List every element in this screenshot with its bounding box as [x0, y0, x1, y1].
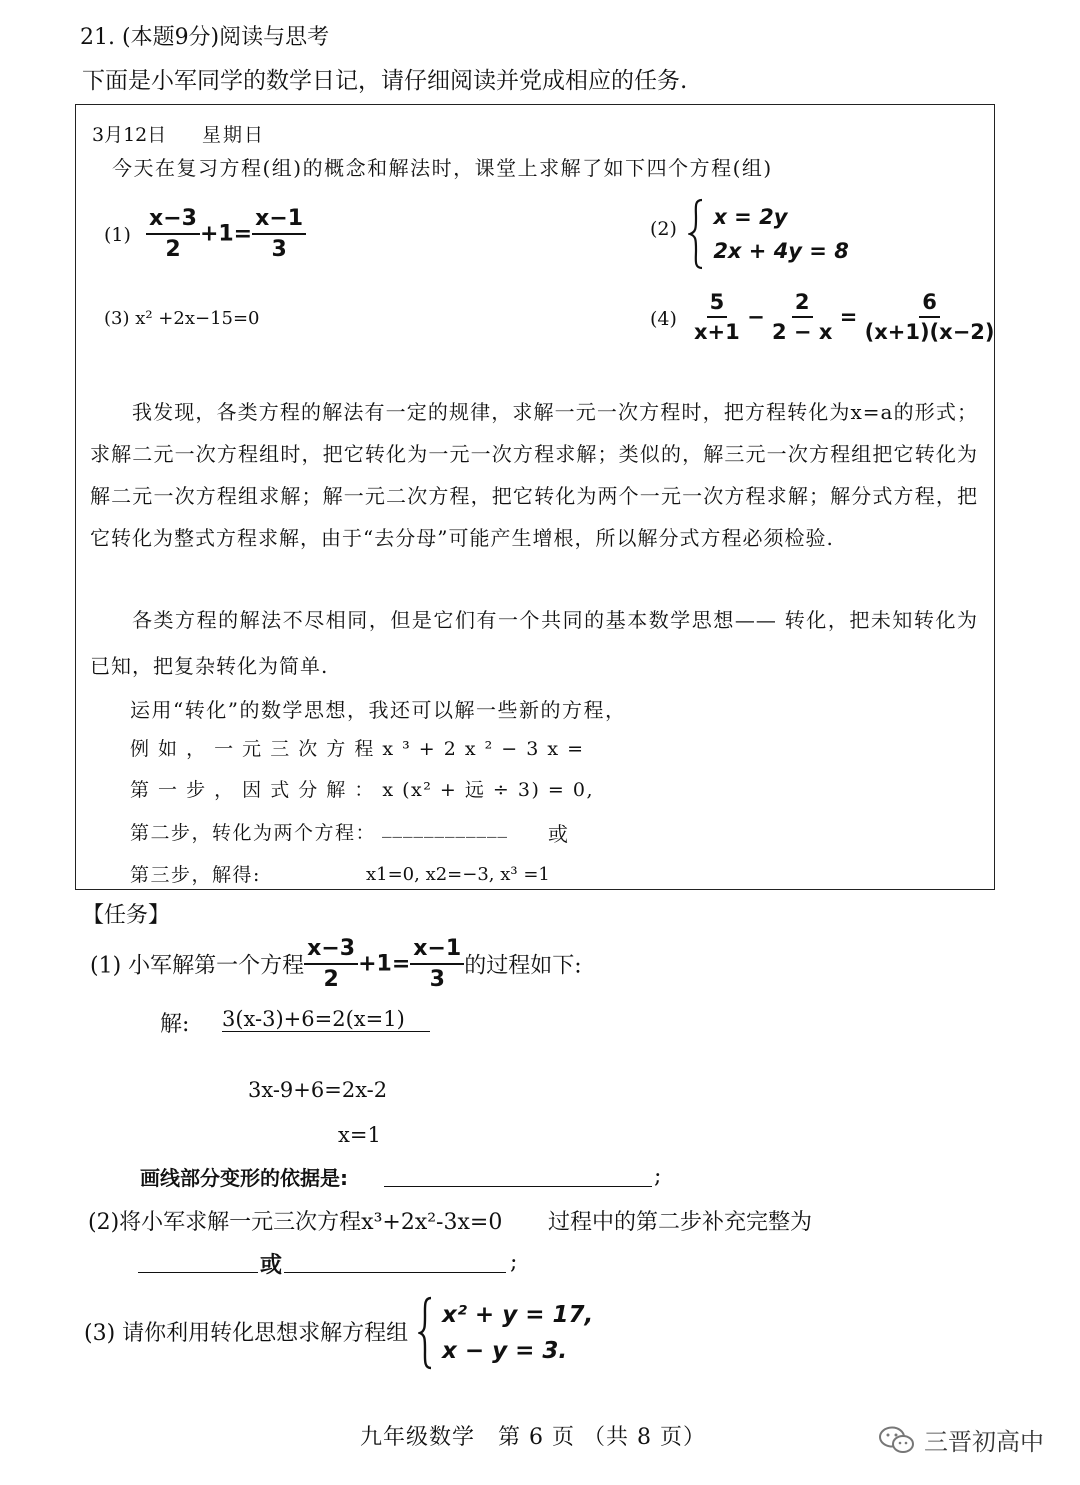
- diary-step-1: 第 一 步 ， 因 式 分 解 ： x (x² + 远 ÷ 3) = 0,: [130, 779, 594, 801]
- diary-step-3-value: x1=0, x2=−3, x³ =1: [366, 864, 550, 885]
- wechat-icon: [878, 1425, 916, 1455]
- equation-1: [146, 206, 306, 262]
- basis-label: 画线部分变形的依据是:: [140, 1166, 348, 1190]
- diary-date: 3月12日: [92, 124, 167, 146]
- basis-end: ;: [654, 1164, 662, 1189]
- equation-4-den-1: x+1: [694, 320, 740, 344]
- equation-3: (3) x² +2x−15=0: [104, 308, 260, 329]
- equation-1-num-right: x−1: [252, 206, 306, 235]
- equation-2-system: [688, 198, 849, 270]
- equation-4: [694, 290, 995, 344]
- equation-4-num-2: 2: [792, 290, 813, 318]
- equation-1-num-left: x−3: [146, 206, 200, 235]
- task-1-den-left: 2: [323, 967, 339, 992]
- equation-4-equals: =: [839, 305, 858, 329]
- equation-2-line2: 2x + 4y = 8: [713, 239, 849, 263]
- solve-line-3: x=1: [338, 1123, 381, 1147]
- solve-line-2: 3x-9+6=2x-2: [248, 1078, 388, 1102]
- brace-icon: [688, 198, 706, 270]
- equation-1-label: (1): [104, 224, 131, 246]
- question-intro: 下面是小军同学的数学日记，请仔细阅读并党成相应的任务.: [82, 68, 688, 94]
- task-1-suffix: 的过程如下:: [464, 953, 582, 979]
- task-1-mid: +1=: [358, 951, 411, 977]
- task-1-num-left: x−3: [304, 936, 358, 965]
- tasks-header: 【任务】: [82, 903, 171, 928]
- diary-paragraph-1: 我发现，各类方程的解法有一定的规律，求解一元一次方程时，把方程转化为x=a的形式；求解二元一次方程组时，把它转化为一元一次方程求解；类似的，解三元一次方程组把它转化为解二元一次方程组求解；解一元二次方程，把它转化为两个一元一次方程求解；解分式方程，把它转化为整式方程求解，由于“去分母”可能产生增根，所以解分式方程必须检验.: [90, 400, 978, 550]
- question-title: 21. (本题9分)阅读与思考: [80, 25, 330, 50]
- task-2-blank-2[interactable]: [284, 1250, 506, 1273]
- task-1-num-right: x−1: [410, 936, 464, 965]
- equation-4-minus: −: [747, 305, 765, 329]
- page-footer: 九年级数学 第 6 页 （共 8 页）: [360, 1425, 706, 1450]
- task-2-blank-1[interactable]: [138, 1250, 258, 1273]
- task-3-system: [418, 1296, 593, 1370]
- basis-blank[interactable]: [384, 1166, 652, 1187]
- watermark-text: 三晋初高中: [924, 1428, 1044, 1456]
- diary-weekday: 星期日: [202, 124, 266, 146]
- diary-opening: 今天在复习方程(组)的概念和解法时，课堂上求解了如下四个方程(组): [112, 156, 773, 180]
- task-3-line-1: x² + y = 17,: [442, 1302, 594, 1328]
- task-1: [90, 936, 582, 992]
- task-2-text: (2)将小军求解一元三次方程x³+2x²-3x=0: [88, 1210, 503, 1235]
- equation-4-den-2: 2 − x: [772, 320, 833, 344]
- diary-example-line: 例 如 ， 一 元 三 次 方 程 x ³ + 2 x ² − 3 x =: [130, 738, 585, 760]
- equation-1-den-left: 2: [165, 237, 181, 262]
- diary-step-3-label: 第三步，解得:: [130, 864, 261, 886]
- solve-label: 解:: [160, 1012, 190, 1037]
- equation-1-mid: +1=: [199, 221, 253, 247]
- equation-2-label: (2): [650, 218, 677, 240]
- task-1-den-right: 3: [429, 967, 445, 992]
- diary-step-2-label: 第二步，转化为两个方程：: [130, 822, 377, 844]
- task-1-prefix: (1) 小军解第一个方程: [90, 953, 305, 979]
- task-2-or: 或: [260, 1252, 283, 1278]
- diary-step-2-or: 或: [548, 822, 570, 846]
- task-2-text-2: 过程中的第二步补充完整为: [548, 1210, 813, 1235]
- equation-2-line1: x = 2y: [713, 205, 788, 229]
- equation-1-den-right: 3: [271, 237, 287, 262]
- equation-4-num-3: 6: [919, 290, 940, 318]
- solve-line-1: [222, 1007, 430, 1032]
- task-3-line-2: x − y = 3.: [442, 1338, 568, 1364]
- watermark: [878, 1422, 1044, 1457]
- task-2-end: ;: [510, 1250, 518, 1275]
- diary-step-2-blank: ____________: [382, 816, 508, 838]
- equation-4-num-1: 5: [707, 290, 728, 318]
- equation-4-den-3: (x+1)(x−2): [864, 320, 995, 344]
- equation-4-label: (4): [650, 308, 677, 330]
- brace-icon: [418, 1296, 434, 1370]
- diary-apply-line: 运用“转化”的数学思想，我还可以解一些新的方程，: [130, 698, 627, 722]
- solve-line-1-text: 3(x-3)+6=2(x=1): [222, 1007, 430, 1032]
- diary-paragraph-2: 各类方程的解法不尽相同，但是它们有一个共同的基本数学思想—— 转化，把未知转化为已知，把复杂转化为简单.: [90, 608, 978, 678]
- task-3-text: (3) 请你利用转化思想求解方程组: [84, 1321, 409, 1346]
